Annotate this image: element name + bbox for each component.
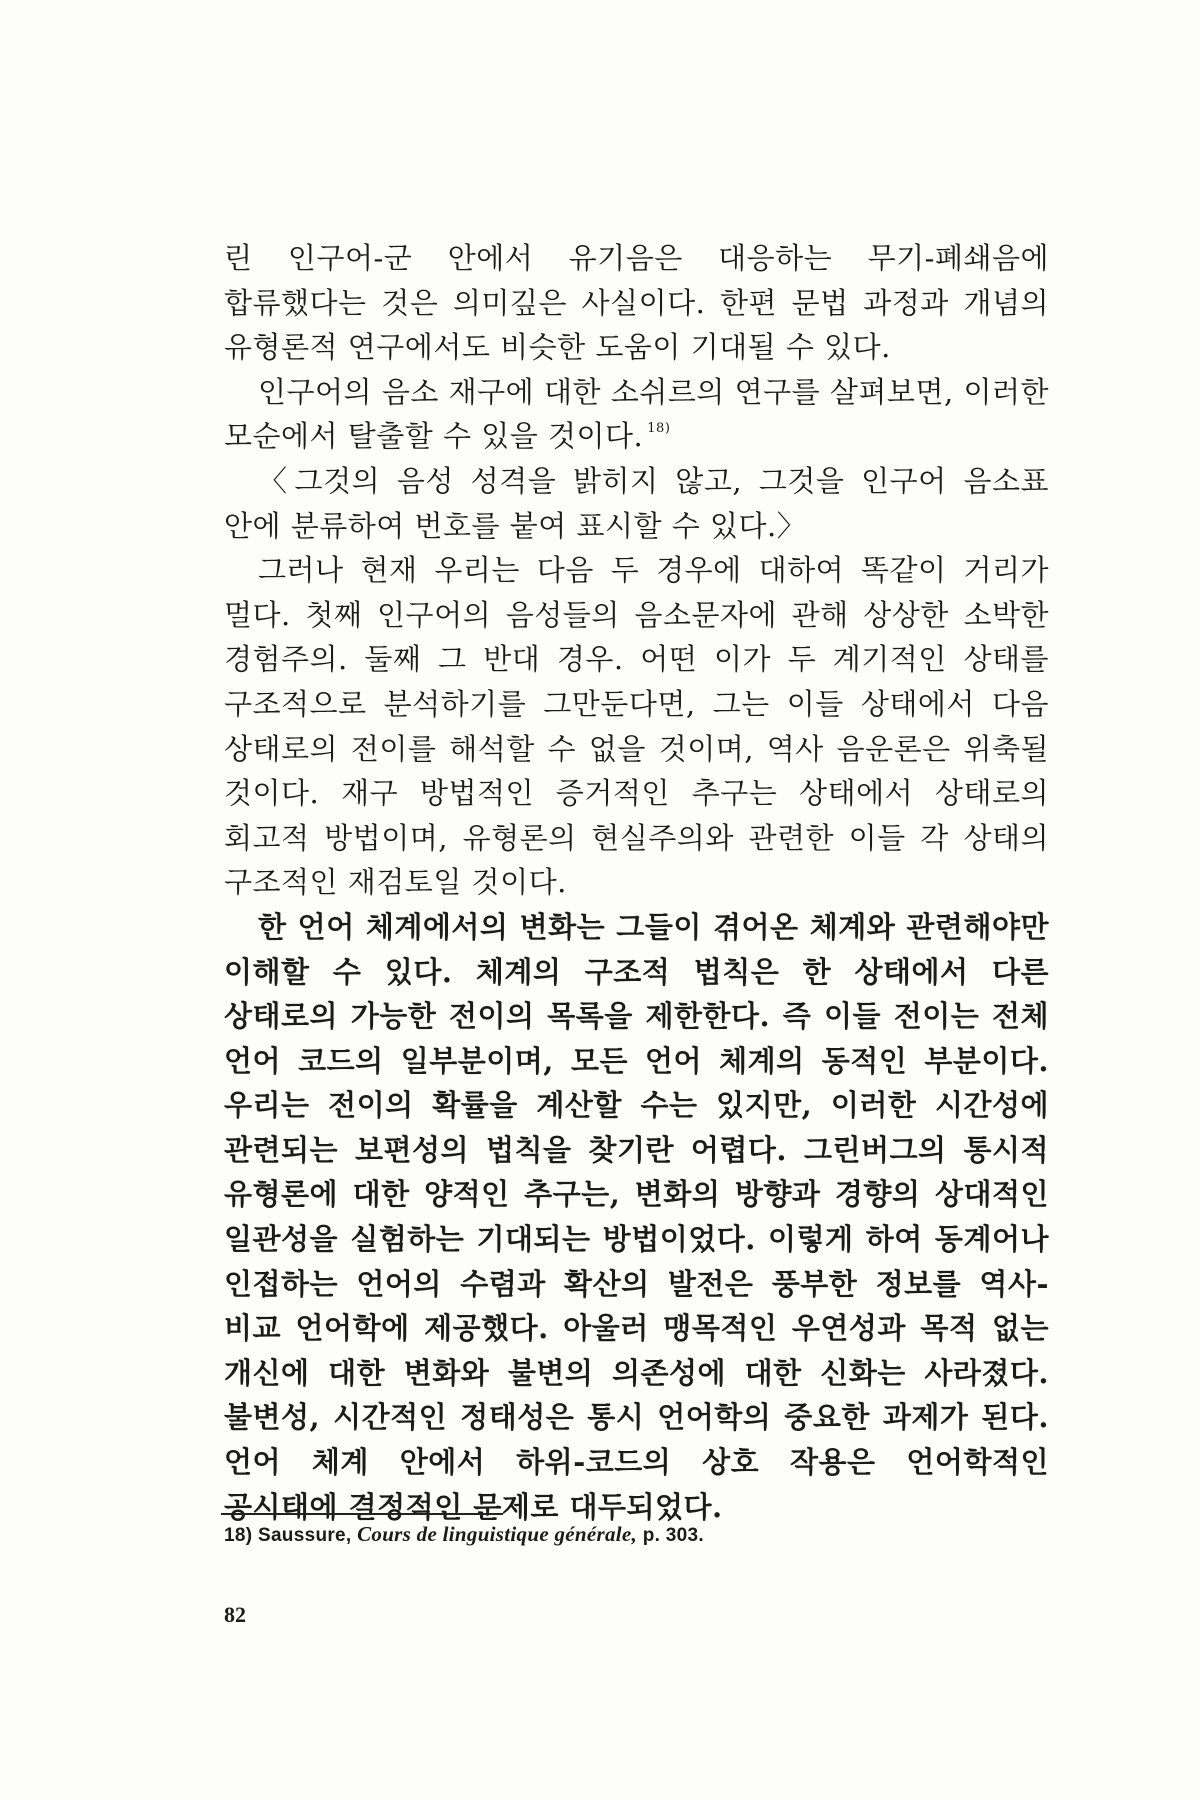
footnote-author: Saussure, bbox=[257, 1525, 352, 1546]
paragraph-3: 그러나 현재 우리는 다음 두 경우에 대하여 똑같이 거리가 멀다. 첫째 인구어의 음성들의 음소문자에 관해 상상한 소박한 경험주의. 둘째 그 반대 경우. 어떤 이가 두 계기적인 상태를 구조적으로 분석하기를 그만둔다면, 그는 이들 상태에서 다음 상태로의 전이를 해석할 수 없을 것이며, 역사 음운론은 위축될 것이다. 재구 방법적인 증거적인 추구는 상태에서 상태로의 회고적 방법이며, 유형론의 현실주의와 관련한 이들 각 상태의 구조적인 재검토일 것이다. bbox=[224, 553, 1049, 900]
footnote-marker: 18) bbox=[224, 1525, 253, 1546]
footnote-title: Cours de linguistique générale, bbox=[357, 1522, 638, 1546]
footnote-page: p. 303. bbox=[642, 1525, 704, 1546]
paragraph-2 bbox=[224, 370, 1049, 459]
paragraph-2-text: 인구어의 음소 재구에 대한 소쉬르의 연구를 살펴보면, 이러한 모순에서 탈출할 수 있을 것이다. bbox=[224, 374, 1049, 454]
footnote-divider bbox=[221, 1513, 503, 1515]
page-number: 82 bbox=[224, 1602, 246, 1627]
paragraph-1: 린 인구어-군 안에서 유기음은 대응하는 무기-폐쇄음에 합류했다는 것은 의미깊은 사실이다. 한편 문법 과정과 개념의 유형론적 연구에서도 비슷한 도움이 기대될 수 있다. bbox=[224, 241, 1049, 365]
body-text bbox=[224, 236, 1049, 1529]
footnote bbox=[224, 1522, 704, 1547]
paragraph-4: 한 언어 체계에서의 변화는 그들이 겪어온 체계와 관련해야만 이해할 수 있다. 체계의 구조적 법칙은 한 상태에서 다른 상태로의 가능한 전이의 목록을 제한한다. 즉 이들 전이는 전체 언어 코드의 일부분이며, 모든 언어 체계의 동적인 부분이다. 우리는 전이의 확률을 계산할 수는 있지만, 이러한 시간성에 관련되는 보편성의 법칙을 찾기란 어렵다. 그린버그의 통시적 유형론에 대한 양적인 추구는, 변화의 방향과 경향의 상대적인 일관성을 실험하는 기대되는 방법이었다. 이렇게 하여 동계어나 인접하는 언어의 수렴과 확산의 발전은 풍부한 정보를 역사-비교 언어학에 제공했다. 아울러 맹목적인 우연성과 목적 없는 개신에 대한 변화와 불변의 의존성에 대한 신화는 사라졌다. 불변성, 시간적인 정태성은 통시 언어학의 중요한 과제가 된다. 언어 체계 안에서 하위-코드의 상호 작용은 언어학적인 공시태에 결정적인 문제로 대두되었다. bbox=[224, 909, 1049, 1524]
footnote-reference: 18) bbox=[647, 421, 671, 437]
block-quote: 〈그것의 음성 성격을 밝히지 않고, 그것을 인구어 음소표 안에 분류하여 번호를 붙여 표시할 수 있다.〉 bbox=[224, 463, 1049, 543]
